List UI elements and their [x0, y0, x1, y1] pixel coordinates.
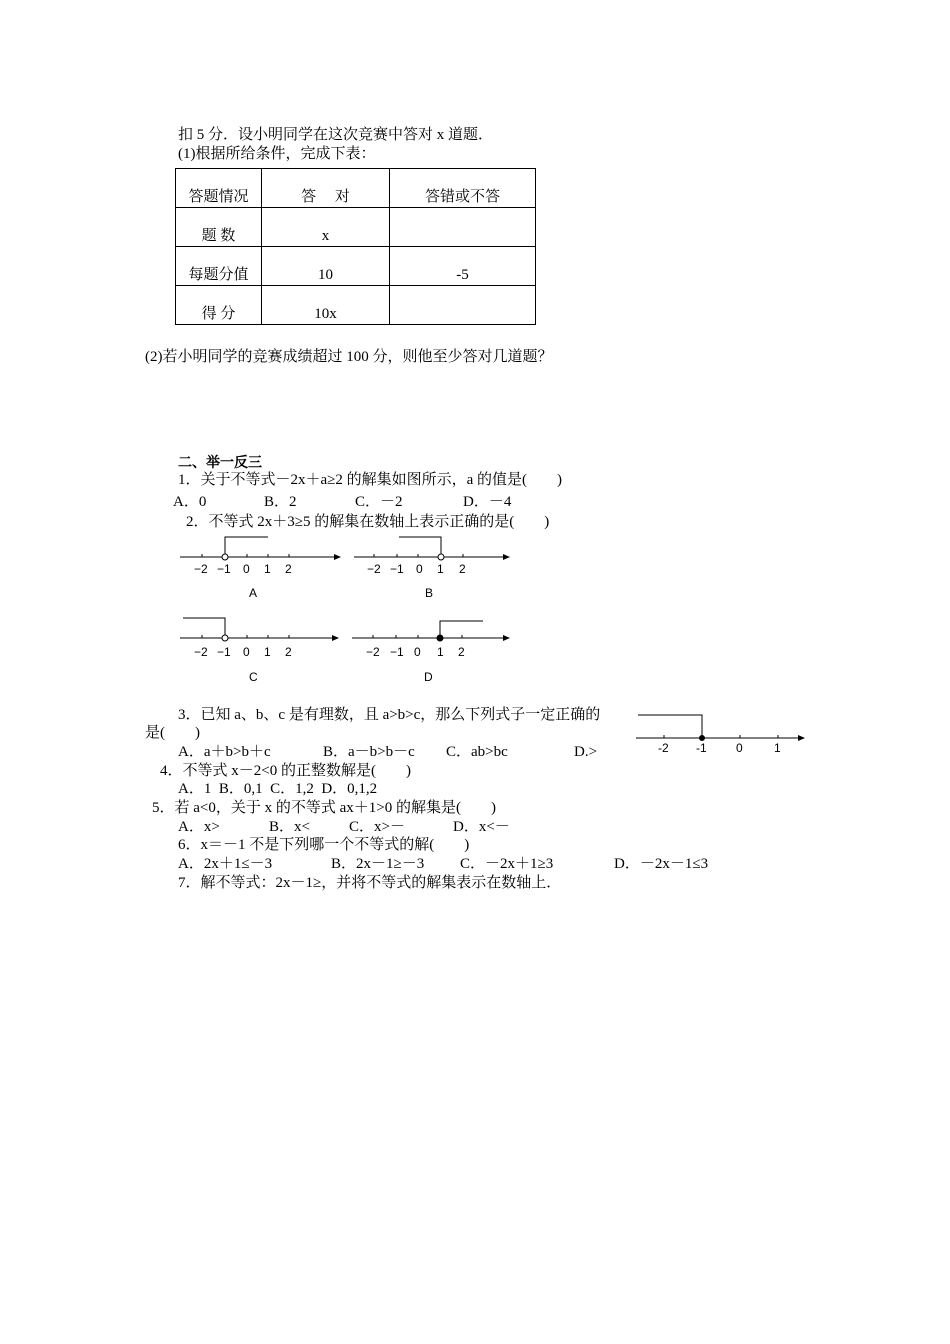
q3-text-line-2: 是( ) — [145, 725, 200, 741]
q3-option-d: D.> — [574, 744, 598, 760]
figure-label-d: D — [424, 670, 433, 684]
table-row — [176, 286, 536, 325]
q5-option-a: A．x> — [178, 819, 220, 835]
figure-label-a: A — [249, 586, 258, 600]
table-row — [176, 247, 536, 286]
q3-option-c: C．ab>bc — [446, 744, 508, 760]
q4-options: A．1 B．0,1 C．1,2 D．0,1,2 — [178, 781, 378, 797]
number-line-c — [180, 613, 345, 683]
q5-option-b: B．x< — [269, 819, 310, 835]
q3-option-a: A．a＋b>b＋c — [178, 744, 271, 760]
table-cell: 题 数 — [176, 208, 262, 247]
q6-option-c: C．－2x＋1≥3 — [460, 856, 554, 872]
q7-text: 7．解不等式：2x－1≥，并将不等式的解集表示在数轴上． — [178, 875, 562, 891]
table-header-cell: 答题情况 — [176, 169, 262, 208]
tick-label: 0 — [736, 741, 743, 755]
tick-label: 0 — [414, 645, 421, 659]
section-title: 二、举一反三 — [178, 454, 262, 470]
tick-label: −2 — [367, 562, 381, 576]
table-row — [176, 208, 536, 247]
tick-label: −2 — [194, 645, 208, 659]
table-cell: 每题分值 — [176, 247, 262, 286]
tick-label: 2 — [285, 562, 292, 576]
tick-label: −1 — [390, 645, 404, 659]
table-cell — [390, 286, 536, 325]
tick-label: −1 — [217, 562, 231, 576]
tick-label: −2 — [194, 562, 208, 576]
tick-label: 0 — [243, 562, 250, 576]
tick-label: −1 — [217, 645, 231, 659]
table-header-cell: 答错或不答 — [390, 169, 536, 208]
q6-option-a: A．2x＋1≤－3 — [178, 856, 273, 872]
intro-line-2: (1)根据所给条件，完成下表： — [178, 146, 376, 162]
tick-label: 0 — [243, 645, 250, 659]
table-header-cell: 答 对 — [262, 169, 390, 208]
q1-option-b: B．2 — [264, 494, 297, 510]
tick-label: −2 — [366, 645, 380, 659]
table-cell: 得 分 — [176, 286, 262, 325]
q1-option-d: D．－4 — [463, 494, 512, 510]
tick-label: 1 — [437, 562, 444, 576]
q5-text: 5．若 a<0，关于 x 的不等式 ax＋1>0 的解集是( ) — [152, 800, 496, 816]
q2-text: 2．不等式 2x＋3≥5 的解集在数轴上表示正确的是( ) — [186, 514, 550, 530]
table-cell: -5 — [390, 247, 536, 286]
tick-label: 2 — [459, 562, 466, 576]
answer-table — [175, 168, 536, 325]
q5-option-d: D．x<－ — [453, 819, 510, 835]
q4-text: 4．不等式 x－2<0 的正整数解是( ) — [160, 763, 411, 779]
q6-option-d: D．－2x－1≤3 — [614, 856, 709, 872]
table-header-row — [176, 169, 536, 208]
tick-label: -1 — [696, 741, 707, 755]
tick-label: 1 — [774, 741, 781, 755]
intro-line-1: 扣 5 分．设小明同学在这次竞赛中答对 x 道题． — [178, 127, 494, 143]
q3-text-line-1: 3．已知 a、b、c 是有理数，且 a>b>c，那么下列式子一定正确的 — [178, 707, 601, 723]
tick-label: 0 — [416, 562, 423, 576]
tick-label: −1 — [390, 562, 404, 576]
figure-label-c: C — [249, 670, 258, 684]
q5-option-c: C．x>－ — [349, 819, 405, 835]
table-cell: x — [262, 208, 390, 247]
q6-text: 6．x＝－1 不是下列哪一个不等式的解( ) — [178, 837, 470, 853]
table-cell: 10 — [262, 247, 390, 286]
question-2: (2)若小明同学的竞赛成绩超过 100 分，则他至少答对几道题？ — [145, 349, 553, 365]
q3-option-b: B．a－b>b－c — [323, 744, 415, 760]
tick-label: -2 — [658, 741, 669, 755]
q1-option-a: A．0 — [173, 494, 207, 510]
q1-option-c: C．－2 — [355, 494, 403, 510]
tick-label: 1 — [264, 645, 271, 659]
tick-label: 2 — [285, 645, 292, 659]
tick-label: 1 — [437, 645, 444, 659]
q6-option-b: B．2x－1≥－3 — [331, 856, 425, 872]
number-line-d — [352, 613, 517, 683]
table-cell — [390, 208, 536, 247]
q1-text: 1．关于不等式－2x＋a≥2 的解集如图所示，a 的值是( ) — [178, 472, 563, 488]
table-cell: 10x — [262, 286, 390, 325]
figure-label-b: B — [425, 586, 434, 600]
number-line-b — [354, 532, 519, 600]
tick-label: 1 — [264, 562, 271, 576]
number-line-q1 — [636, 708, 811, 758]
number-line-a — [180, 532, 345, 600]
tick-label: 2 — [458, 645, 465, 659]
